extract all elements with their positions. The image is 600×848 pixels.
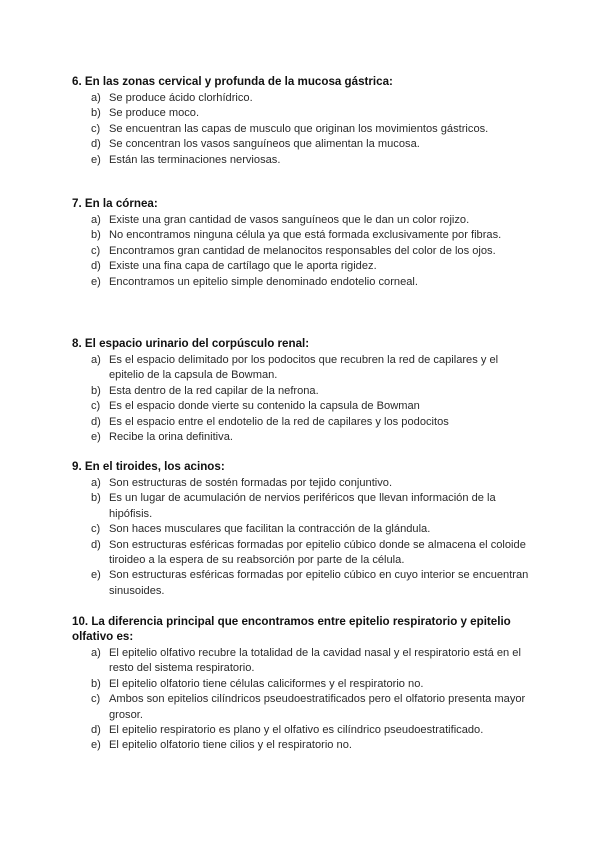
option-a [72, 646, 532, 677]
options-list [72, 476, 532, 599]
option-letter: c) [91, 244, 101, 257]
option-text: Recibe la orina definitiva. [109, 431, 233, 444]
option-text: Es el espacio donde vierte su contenido la capsula de Bowman [109, 400, 420, 413]
option-letter: e) [91, 153, 101, 166]
option-letter: b) [91, 677, 101, 690]
option-text: Es el espacio entre el endotelio de la red de capilares y los podocitos [109, 415, 449, 428]
options-list [72, 91, 532, 168]
question-title: 7. En la córnea: [72, 197, 158, 210]
option-letter: e) [91, 739, 101, 752]
option-text: Son estructuras esféricas formadas por epitelio cúbico en cuyo interior se encuentran sinusoides. [109, 569, 529, 597]
option-letter: e) [91, 275, 101, 288]
option-a [72, 213, 532, 228]
option-c [72, 522, 532, 537]
question-7 [72, 196, 532, 290]
question-8 [72, 336, 532, 445]
option-letter: a) [91, 354, 101, 366]
option-letter: c) [91, 122, 101, 135]
option-e [72, 430, 532, 445]
question-9 [72, 459, 532, 599]
option-text: Es el espacio delimitado por los podocitos que recubren la red de capilares y el epitelio de la capsula de Bowman. [109, 354, 499, 382]
option-letter: a) [91, 477, 101, 489]
option-text: El epitelio olfatorio tiene cilios y el respiratorio no. [109, 739, 352, 752]
option-text: Ambos son epitelios cilíndricos pseudoestratificados pero el olfatorio presenta mayor grosor. [109, 693, 526, 721]
option-letter: d) [91, 538, 101, 551]
option-b [72, 228, 532, 243]
option-letter: d) [91, 138, 101, 151]
option-d [72, 137, 532, 152]
option-text: Se produce moco. [109, 107, 200, 120]
option-letter: c) [91, 523, 101, 536]
option-text: Son estructuras esféricas formadas por epitelio cúbico donde se almacena el coloide tiroideo a la espera de su reabsorción por parte de la célula. [109, 538, 526, 567]
option-text: Se encuentran las capas de musculo que originan los movimientos gástricos. [109, 122, 489, 135]
question-title: 8. El espacio urinario del corpúsculo renal: [72, 337, 310, 350]
option-text: Están las terminaciones nerviosas. [109, 153, 281, 166]
options-list [72, 213, 532, 290]
option-letter: b) [91, 107, 101, 120]
option-letter: e) [91, 431, 101, 444]
option-b [72, 491, 532, 522]
option-text: No encontramos ninguna célula ya que está formada exclusivamente por fibras. [109, 229, 502, 242]
option-c [72, 244, 532, 259]
option-letter: a) [91, 214, 101, 226]
option-a [72, 476, 532, 491]
option-d [72, 415, 532, 430]
question-title: 6. En las zonas cervical y profunda de la mucosa gástrica: [72, 75, 393, 88]
option-d [72, 259, 532, 274]
question-title: 9. En el tiroides, los acinos: [72, 460, 225, 473]
option-letter: a) [91, 92, 101, 104]
option-text: Existe una fina capa de cartílago que le aporta rigidez. [109, 260, 377, 273]
option-letter: d) [91, 724, 101, 737]
option-c [72, 122, 532, 137]
option-e [72, 275, 532, 290]
option-text: Esta dentro de la red capilar de la nefrona. [109, 384, 319, 397]
option-text: Existe una gran cantidad de vasos sanguíneos que le dan un color rojizo. [109, 214, 470, 226]
option-text: Se concentran los vasos sanguíneos que alimentan la mucosa. [109, 138, 420, 151]
option-e [72, 153, 532, 168]
option-b [72, 384, 532, 399]
question-6 [72, 74, 532, 168]
option-letter: d) [91, 260, 101, 273]
option-text: El epitelio olfativo recubre la totalidad de la cavidad nasal y el respiratorio está en el resto del sistema respiratorio. [109, 647, 521, 675]
option-letter: e) [91, 569, 101, 582]
options-list [72, 646, 532, 754]
option-d [72, 538, 532, 569]
option-text: Encontramos gran cantidad de melanocitos responsables del color de los ojos. [109, 244, 496, 257]
question-10 [72, 614, 532, 754]
option-letter: b) [91, 229, 101, 242]
option-e [72, 738, 532, 753]
options-list [72, 353, 532, 445]
option-letter: b) [91, 384, 101, 397]
option-letter: c) [91, 400, 101, 413]
option-a [72, 353, 532, 384]
option-letter: c) [91, 693, 101, 706]
option-text: Son estructuras de sostén formadas por tejido conjuntivo. [109, 477, 393, 489]
option-text: Es un lugar de acumulación de nervios periféricos que llevan información de la hipófisis. [109, 492, 496, 520]
option-b [72, 677, 532, 692]
option-text: Son haces musculares que facilitan la contracción de la glándula. [109, 523, 431, 536]
option-letter: d) [91, 415, 101, 428]
option-text: Encontramos un epitelio simple denominado endotelio corneal. [109, 275, 418, 288]
option-text: El epitelio olfatorio tiene células caliciformes y el respiratorio no. [109, 677, 424, 690]
option-e [72, 568, 532, 599]
option-text: El epitelio respiratorio es plano y el olfativo es cilíndrico pseudoestratificado. [109, 724, 484, 737]
option-letter: b) [91, 492, 101, 505]
option-c [72, 692, 532, 723]
option-c [72, 399, 532, 414]
option-d [72, 723, 532, 738]
option-letter: a) [91, 647, 101, 659]
option-a [72, 91, 532, 106]
question-title: 10. La diferencia principal que encontramos entre epitelio respiratorio y epitelio olfativo es: [72, 615, 511, 643]
option-text: Se produce ácido clorhídrico. [109, 92, 253, 104]
option-b [72, 106, 532, 121]
